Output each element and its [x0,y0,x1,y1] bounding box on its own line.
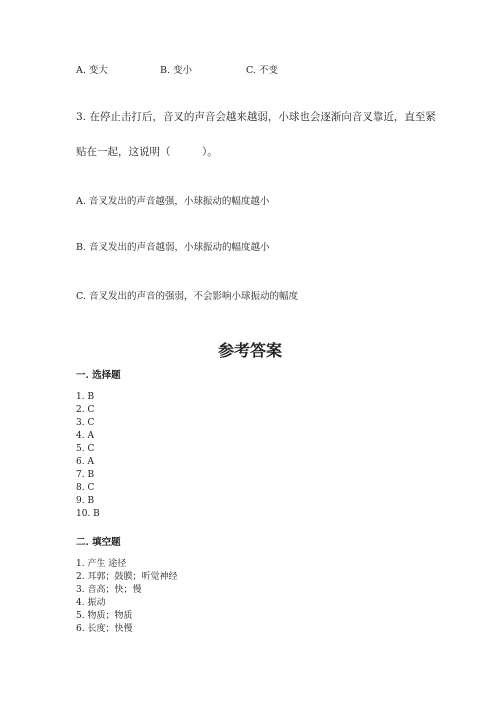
question-3-line-2: 贴在一起，这说明（ ）。 [76,146,218,158]
list-item: 10. B [76,509,100,519]
option-a: A. 变大 [76,65,108,76]
option-c: C. 不变 [246,65,278,76]
fill-answer-list [76,558,177,636]
list-item: 1. 产生 途径 [76,559,127,569]
option-b: B. 变小 [160,65,193,76]
list-item: 3. C [76,418,95,428]
question-3-line-1: 3. 在停止击打后，音叉的声音会越来越弱，小球也会逐渐向音叉靠近，直至紧 [76,111,436,123]
list-item: 8. C [76,483,95,493]
list-item: 6. A [76,457,94,467]
list-item: 5. C [76,444,95,454]
list-item: 7. B [76,470,95,480]
list-item: 2. C [76,405,95,415]
list-item: 4. A [76,431,94,441]
section-heading-choice: 一. 选择题 [76,370,121,381]
choice-answer-list [76,391,100,521]
list-item: 3. 音高；快；慢 [76,585,142,595]
list-item: 6. 长度；快慢 [76,624,133,634]
question-3-option-c: C. 音叉发出的声音的强弱，不会影响小球振动的幅度 [76,291,298,302]
list-item: 1. B [76,392,95,402]
question-3-option-b: B. 音叉发出的声音越弱，小球振动的幅度越小 [76,242,270,253]
answer-key-title: 参考答案 [217,341,282,360]
list-item: 9. B [76,496,95,506]
section-heading-fill: 二. 填空题 [76,537,121,548]
list-item: 2. 耳郭；鼓膜；听觉神经 [76,572,178,582]
list-item: 4. 振动 [76,598,106,608]
question-3-option-a: A. 音叉发出的声音越强，小球振动的幅度越小 [76,196,270,207]
list-item: 5. 物质；物质 [76,611,133,621]
